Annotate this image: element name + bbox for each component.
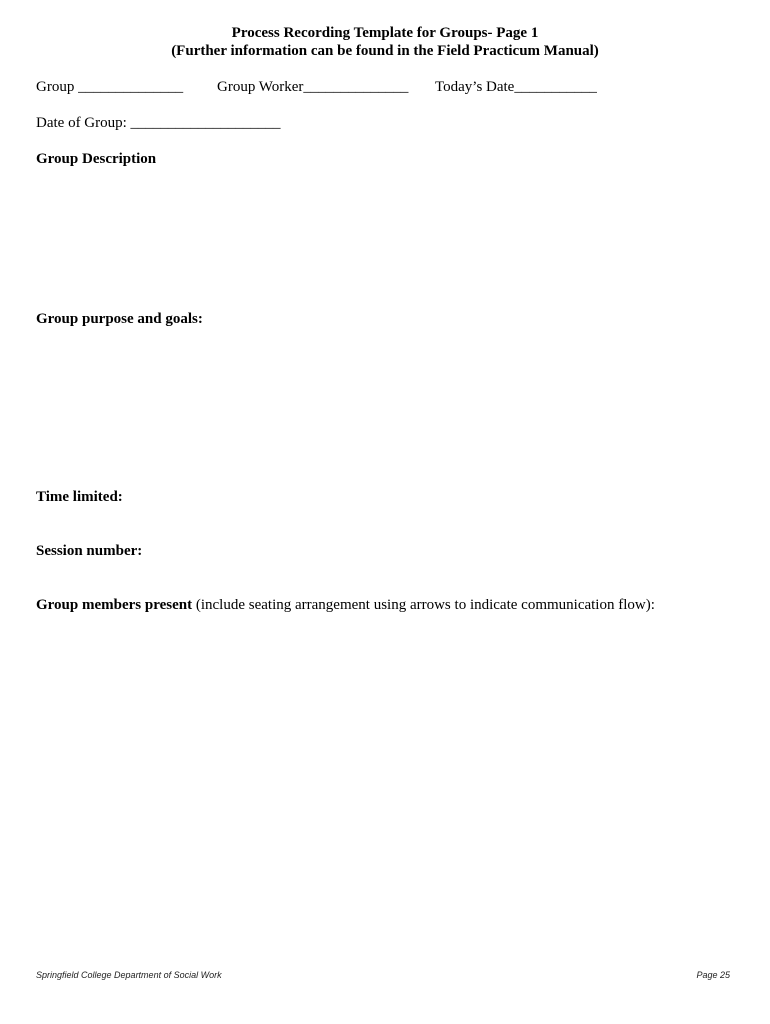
group-worker-field: Group Worker______________ [217, 79, 409, 95]
group-members-line [36, 596, 655, 614]
date-of-group-field: Date of Group: ____________________ [36, 115, 281, 131]
group-description-heading: Group Description [36, 151, 157, 167]
time-limited-heading: Time limited: [36, 489, 123, 505]
group-members-note: (include seating arrangement using arrows to indicate communication flow): [192, 597, 655, 613]
session-number-heading: Session number: [36, 543, 143, 559]
todays-date-field: Today’s Date___________ [435, 79, 597, 95]
group-purpose-heading: Group purpose and goals: [36, 311, 203, 327]
footer-page-number: Page 25 [696, 970, 730, 980]
group-members-heading: Group members present [36, 597, 193, 613]
group-field: Group ______________ [36, 79, 184, 95]
document-title: Process Recording Template for Groups- Page 1 [231, 25, 539, 41]
footer-department: Springfield College Department of Social Work [36, 970, 222, 980]
document-subtitle: (Further information can be found in the Field Practicum Manual) [171, 43, 599, 59]
